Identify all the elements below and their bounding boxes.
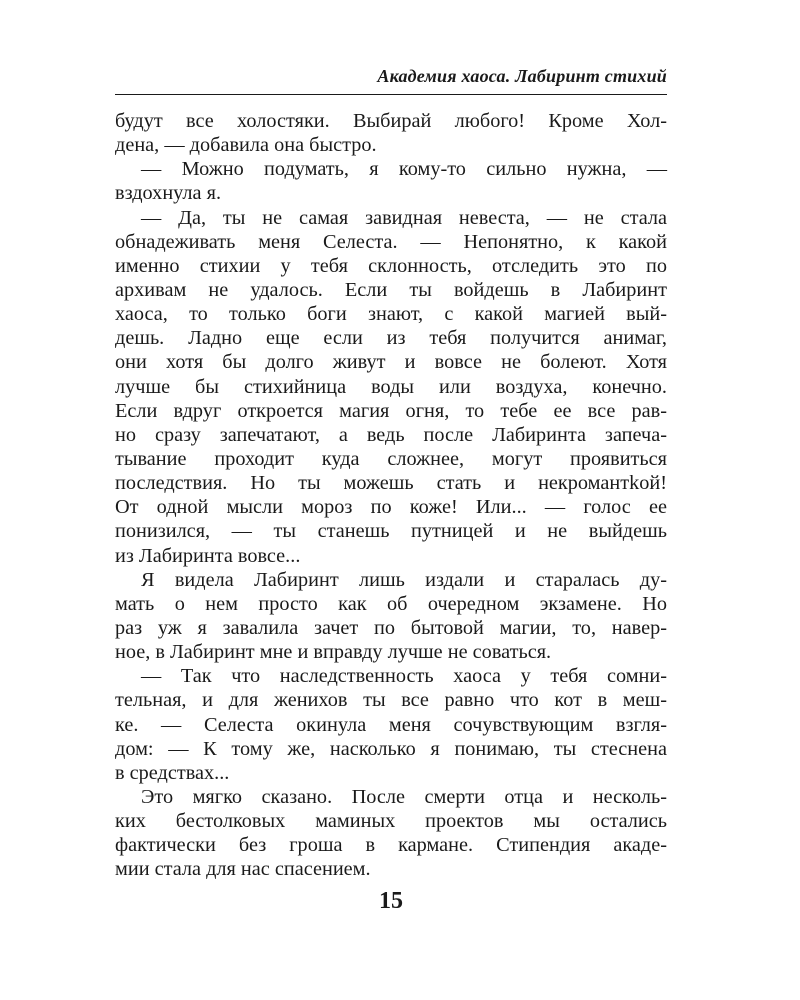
text-line: понизился, — ты станешь путницей и не выйдешь [115,520,667,543]
text-line: фактически без гроша в кармане. Стипендия акаде- [115,834,667,857]
text-line: вздохнула я. [115,182,222,205]
text-line: Это мягко сказано. После смерти отца и несколь- [141,785,667,808]
text-line: Если вдруг откроется магия огня, то тебе ее все рав- [115,399,667,422]
text-line: архивам не удалось. Если ты войдешь в Лабиринт [115,278,667,301]
text-line: От одной мысли мороз по коже! Или... — голос ее [115,496,667,519]
text-line: тельная, и для женихов ты все равно что кот в меш- [115,689,667,712]
text-line: — Можно подумать, я кому-то сильно нужна, — [141,158,667,181]
text-line: раз уж я завалила зачет по бытовой магии, то, навер- [115,616,667,639]
text-line: дешь. Ладно еще если из тебя получится анимаг, [115,327,667,350]
text-line: мии стала для нас спасением. [115,858,371,881]
text-line: в средствах... [115,761,230,784]
text-line: ке. — Селеста окинула меня сочувствующим взгля- [115,713,667,736]
text-line: хаоса, то только боги знают, с какой магией вый- [115,303,667,326]
text-line: лучше бы стихийница воды или воздуха, конечно. [115,375,667,398]
text-line: ное, в Лабиринт мне и вправду лучше не соваться. [115,641,552,664]
running-head: Академия хаоса. Лабиринт стихий [377,66,667,86]
text-line: но сразу запечатают, а ведь после Лабиринта запеча- [115,423,667,446]
page-number: 15 [379,888,403,914]
text-line: мать о нем просто как об очередном экзамене. Но [115,592,667,615]
text-line: ких бестолковых маминых проектов мы остались [115,810,667,833]
text-line: тывание проходит куда сложнее, могут проявиться [115,447,667,470]
text-line: будут все холостяки. Выбирай любого! Кроме Хол- [115,110,667,132]
text-line: дом: — К тому же, насколько я понимаю, ты стеснена [115,737,667,760]
header-rule [115,94,667,95]
text-line: — Так что наследственность хаоса у тебя сомни- [141,665,667,688]
text-line: дена, — добавила она быстро. [115,134,377,157]
text-line: они хотя бы долго живут и вовсе не болеют. Хотя [115,351,667,374]
text-line: из Лабиринта вовсе... [115,544,301,567]
text-line: обнадеживать меня Селеста. — Непонятно, к какой [115,230,667,253]
text-line: последствия. Но ты можешь стать и некромантkой! [115,472,667,495]
text-line: — Да, ты не самая завидная невеста, — не стала [141,206,667,229]
body-text [115,109,667,882]
text-line: именно стихии у тебя склонность, отследить это по [115,254,667,277]
text-line: Я видела Лабиринт лишь издали и старалась ду- [141,568,667,591]
